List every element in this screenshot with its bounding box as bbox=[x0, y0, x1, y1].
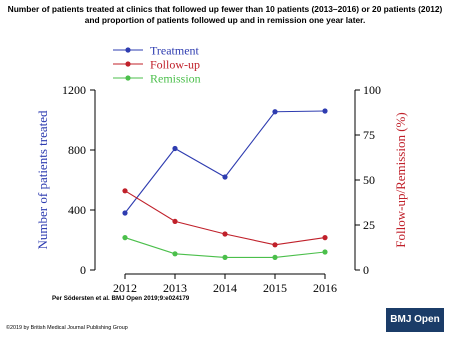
bmj-open-logo: BMJ Open bbox=[386, 308, 444, 332]
x-tick-label: 2016 bbox=[313, 281, 337, 295]
copyright-notice: ©2019 by British Medical Journal Publishing Group bbox=[6, 325, 128, 331]
y-tick-label-left: 1200 bbox=[62, 83, 86, 97]
y-axis-label-right: Follow-up/Remission (%) bbox=[393, 112, 408, 248]
y-tick-label-right: 25 bbox=[363, 218, 375, 232]
series-line-treatment bbox=[125, 111, 325, 213]
y-tick-label-left: 800 bbox=[68, 143, 86, 157]
x-tick-label: 2012 bbox=[113, 281, 137, 295]
series-line-follow-up bbox=[125, 191, 325, 245]
x-tick-label: 2015 bbox=[263, 281, 287, 295]
data-point-follow-up bbox=[272, 242, 277, 247]
y-tick-label-left: 0 bbox=[80, 263, 86, 277]
y-tick-label-right: 100 bbox=[363, 83, 381, 97]
data-point-treatment bbox=[272, 109, 277, 114]
legend-marker-follow-up bbox=[125, 61, 130, 66]
data-point-remission bbox=[222, 255, 227, 260]
source-credit: Per Södersten et al. BMJ Open 2019;9:e024179 bbox=[52, 295, 190, 302]
y-tick-label-right: 75 bbox=[363, 128, 375, 142]
data-point-remission bbox=[122, 235, 127, 240]
data-point-treatment bbox=[322, 108, 327, 113]
data-point-follow-up bbox=[122, 188, 127, 193]
legend-label-treatment: Treatment bbox=[150, 43, 199, 58]
chart-series bbox=[122, 108, 327, 260]
chart-title: Number of patients treated at clinics that followed up fewer than 10 patients (2013–2016) or 20 patients (2012) and proportion of patients followed up and in remission one year later. bbox=[7, 4, 443, 25]
data-point-remission bbox=[172, 251, 177, 256]
chart-axes bbox=[62, 83, 381, 295]
data-point-follow-up bbox=[322, 235, 327, 240]
x-tick-label: 2013 bbox=[163, 281, 187, 295]
data-point-treatment bbox=[172, 146, 177, 151]
y-tick-label-right: 0 bbox=[363, 263, 369, 277]
legend-marker-remission bbox=[125, 75, 130, 80]
chart-legend bbox=[113, 44, 201, 86]
data-point-treatment bbox=[222, 174, 227, 179]
legend-marker-treatment bbox=[125, 47, 130, 52]
data-point-follow-up bbox=[172, 219, 177, 224]
data-point-treatment bbox=[122, 210, 127, 215]
x-tick-label: 2014 bbox=[213, 281, 237, 295]
y-axis-label-left: Number of patients treated bbox=[35, 110, 50, 250]
legend-label-follow-up: Follow-up bbox=[150, 57, 201, 72]
series-line-remission bbox=[125, 238, 325, 258]
y-tick-label-left: 400 bbox=[68, 203, 86, 217]
data-point-remission bbox=[272, 255, 277, 260]
y-tick-label-right: 50 bbox=[363, 173, 375, 187]
data-point-follow-up bbox=[222, 231, 227, 236]
legend-label-remission: Remission bbox=[150, 71, 201, 86]
data-point-remission bbox=[322, 249, 327, 254]
